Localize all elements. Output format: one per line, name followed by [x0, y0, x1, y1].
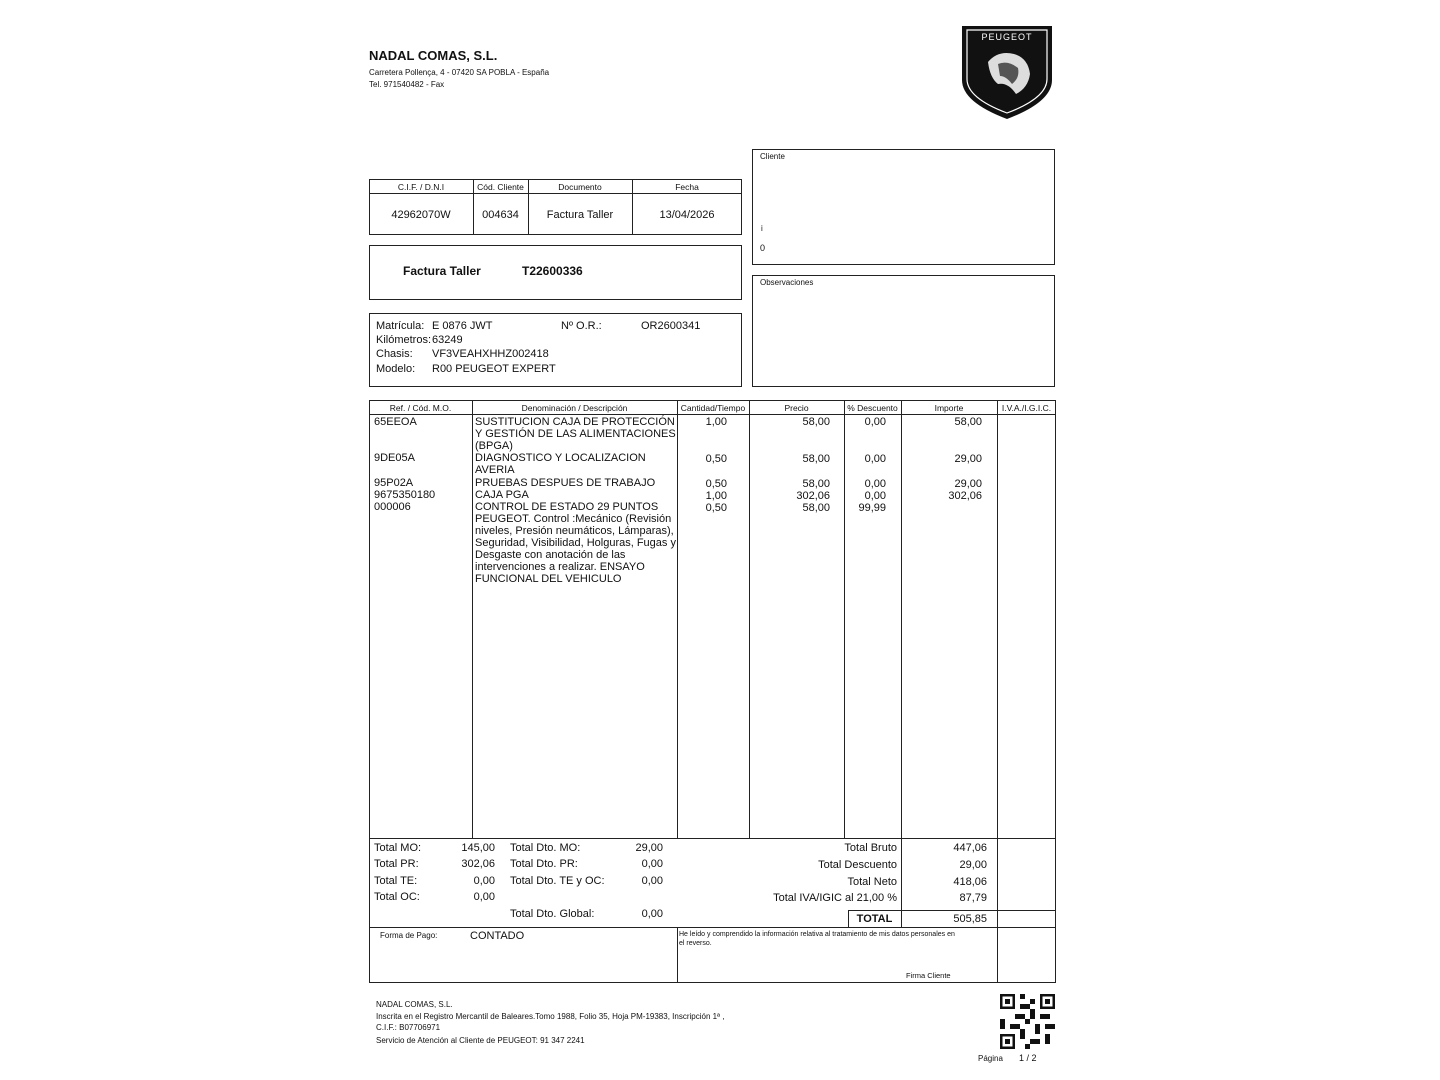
- doc-title-label: Factura Taller: [403, 264, 481, 278]
- company-address: Carretera Pollença, 4 - 07420 SA POBLA - España: [369, 68, 550, 77]
- row-ref: 000006: [374, 501, 411, 513]
- cliente-line-2: 0: [760, 243, 766, 253]
- cliente-box: [752, 149, 1055, 265]
- total-value: 505,85: [953, 913, 987, 925]
- page-label: Página: [978, 1054, 1003, 1063]
- row-desc-line: CONTROL DE ESTADO 29 PUNTOS: [475, 501, 659, 513]
- info-header-fecha: Fecha: [675, 182, 699, 192]
- observaciones-box: [752, 275, 1055, 387]
- row-desc-line: PRUEBAS DESPUES DE TRABAJO: [475, 477, 656, 489]
- total-dto-pr-label: Total Dto. PR:: [510, 858, 578, 870]
- row-price: 58,00: [802, 478, 830, 490]
- row-ref: 9DE05A: [374, 452, 415, 464]
- row-qty: 0,50: [705, 502, 727, 514]
- doc-title-number: T22600336: [522, 264, 583, 278]
- info-header-documento: Documento: [558, 182, 602, 192]
- row-disc: 0,00: [864, 478, 886, 490]
- row-desc-line: Y GESTIÓN DE LAS ALIMENTACIONES: [475, 428, 676, 440]
- row-desc-line: DIAGNOSTICO Y LOCALIZACION: [475, 452, 646, 464]
- items-header-disc: % Descuento: [847, 403, 898, 413]
- row-qty: 0,50: [705, 453, 727, 465]
- row-ref: 95P02A: [374, 477, 414, 489]
- km-value: 63249: [432, 334, 463, 346]
- row-desc-line: intervenciones a realizar. ENSAYO: [475, 561, 645, 573]
- total-bruto-value: 447,06: [953, 842, 987, 854]
- row-desc-line: niveles, Presión neumáticos, Lámparas),: [475, 525, 674, 537]
- items-header-price: Precio: [784, 403, 809, 413]
- items-header-qty: Cantidad/Tiempo: [680, 403, 746, 413]
- row-amount: 29,00: [954, 478, 982, 490]
- info-header-cod-cliente: Cód. Cliente: [477, 182, 524, 192]
- total-iva-label: Total IVA/IGIC al 21,00 %: [773, 892, 897, 904]
- total-descuento-label: Total Descuento: [818, 859, 897, 871]
- footer-line: Inscrita en el Registro Mercantil de Baleares.Tomo 1988, Folio 35, Hoja PM-19383, Inscripción 1ª ,: [376, 1012, 725, 1021]
- observaciones-label: Observaciones: [760, 278, 814, 287]
- chasis-value: VF3VEAHXHHZ002418: [432, 348, 549, 360]
- row-amount: 58,00: [954, 416, 982, 428]
- or-label: Nº O.R.:: [561, 320, 602, 332]
- payment-value: CONTADO: [470, 930, 525, 942]
- row-price: 58,00: [802, 416, 830, 428]
- total-dto-pr-value: 0,00: [641, 858, 663, 870]
- total-oc-label: Total OC:: [374, 891, 420, 903]
- company-name: NADAL COMAS, S.L.: [369, 48, 498, 63]
- total-dto-global-label: Total Dto. Global:: [510, 908, 595, 920]
- privacy-line: He leído y comprendido la información relativa al tratamiento de mis datos personales en: [679, 931, 955, 938]
- total-dto-teoc-label: Total Dto. TE y OC:: [510, 875, 605, 887]
- row-ref: 9675350180: [374, 489, 436, 501]
- row-ref: 65EEOA: [374, 416, 417, 428]
- privacy-line: el reverso.: [679, 940, 712, 947]
- row-desc-line: (BPGA): [475, 440, 513, 452]
- row-disc: 0,00: [864, 416, 886, 428]
- matricula-label: Matrícula:: [376, 320, 425, 332]
- total-dto-mo-value: 29,00: [635, 842, 663, 854]
- total-neto-label: Total Neto: [847, 876, 897, 888]
- info-value-fecha: 13/04/2026: [659, 209, 715, 221]
- row-desc-line: AVERIA: [475, 464, 515, 476]
- modelo-value: R00 PEUGEOT EXPERT: [432, 363, 556, 375]
- total-mo-value: 145,00: [461, 842, 495, 854]
- row-amount: 302,06: [948, 490, 982, 502]
- total-dto-teoc-value: 0,00: [641, 875, 663, 887]
- total-pr-value: 302,06: [461, 858, 495, 870]
- items-header-ref: Ref. / Cód. M.O.: [389, 403, 452, 413]
- cliente-line-1: i: [761, 224, 763, 233]
- row-desc-line: PEUGEOT. Control :Mecánico (Revisión: [475, 513, 672, 525]
- items-header-iva: I.V.A./I.G.I.C.: [1001, 403, 1052, 413]
- total-dto-mo-label: Total Dto. MO:: [510, 842, 581, 854]
- total-te-label: Total TE:: [374, 875, 418, 887]
- total-pr-label: Total PR:: [374, 858, 419, 870]
- row-amount: 29,00: [954, 453, 982, 465]
- total-dto-global-value: 0,00: [641, 908, 663, 920]
- info-header-cif: C.I.F. / D.N.I: [397, 182, 445, 192]
- km-label: Kilómetros:: [376, 334, 432, 346]
- row-desc-line: FUNCIONAL DEL VEHICULO: [475, 573, 622, 585]
- row-disc: 0,00: [864, 453, 886, 465]
- total-te-value: 0,00: [473, 875, 495, 887]
- items-header-desc: Denominación / Descripción: [521, 403, 628, 413]
- total-iva-value: 87,79: [959, 892, 987, 904]
- row-price: 58,00: [802, 453, 830, 465]
- qr-code-icon: [1000, 994, 1055, 1049]
- signature-label: Firma Cliente: [906, 971, 951, 980]
- total-bruto-label: Total Bruto: [844, 842, 897, 854]
- row-desc-line: SUSTITUCION CAJA DE PROTECCIÓN: [475, 416, 675, 428]
- info-value-cod-cliente: 004634: [482, 209, 519, 221]
- row-price: 58,00: [802, 502, 830, 514]
- row-price: 302,06: [796, 490, 830, 502]
- footer-line: C.I.F.: B07706971: [376, 1023, 441, 1032]
- chasis-label: Chasis:: [376, 348, 413, 360]
- total-label: TOTAL: [856, 913, 893, 925]
- total-mo-label: Total MO:: [374, 842, 422, 854]
- footer-line: Servicio de Atención al Cliente de PEUGEOT: 91 347 2241: [376, 1036, 585, 1045]
- row-disc: 99,99: [858, 502, 886, 514]
- page-number: 1 / 2: [1019, 1053, 1037, 1063]
- logo-brand-text: PEUGEOT: [981, 32, 1033, 42]
- total-oc-value: 0,00: [473, 891, 495, 903]
- matricula-value: E 0876 JWT: [432, 320, 493, 332]
- footer-line: NADAL COMAS, S.L.: [376, 1000, 453, 1009]
- row-desc-line: Desgaste con anotación de las: [475, 549, 626, 561]
- row-qty: 1,00: [705, 490, 727, 502]
- company-phone: Tel. 971540482 - Fax: [369, 80, 445, 89]
- cliente-label: Cliente: [760, 152, 785, 161]
- items-header-amount: Importe: [934, 403, 964, 413]
- row-qty: 0,50: [705, 478, 727, 490]
- or-value: OR2600341: [641, 320, 701, 332]
- row-qty: 1,00: [705, 416, 727, 428]
- row-disc: 0,00: [864, 490, 886, 502]
- payment-label: Forma de Pago:: [380, 931, 438, 940]
- total-neto-value: 418,06: [953, 876, 987, 888]
- info-value-documento: Factura Taller: [546, 209, 614, 221]
- row-desc-line: CAJA PGA: [475, 489, 529, 501]
- modelo-label: Modelo:: [376, 363, 416, 375]
- info-value-cif: 42962070W: [391, 209, 451, 221]
- row-desc-line: Seguridad, Visibilidad, Holguras, Fugas y: [475, 537, 676, 549]
- total-descuento-value: 29,00: [959, 859, 987, 871]
